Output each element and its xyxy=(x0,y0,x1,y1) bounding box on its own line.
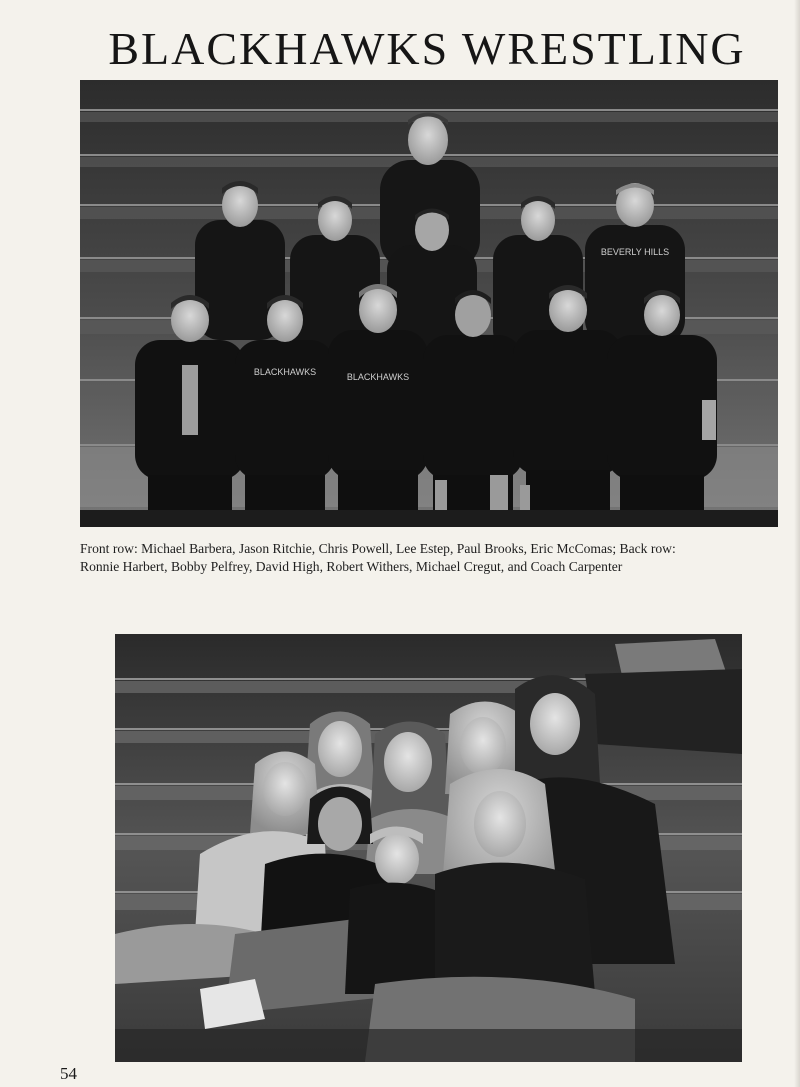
caption-line: Front row: Michael Barbera, Jason Ritchie, Chris Powell, Lee Estep, Paul Brooks, Eric McComas; Back row: xyxy=(80,541,676,556)
svg-text:BEVERLY HILLS: BEVERLY HILLS xyxy=(600,247,670,257)
svg-text:BLACKHAWKS: BLACKHAWKS xyxy=(346,372,410,382)
group-photo xyxy=(115,634,742,1062)
page-title: BLACKHAWKS WRESTLING xyxy=(108,23,746,74)
svg-text:BLACKHAWKS: BLACKHAWKS xyxy=(253,367,317,377)
team-photo xyxy=(80,80,778,527)
caption-line: Ronnie Harbert, Bobby Pelfrey, David High, Robert Withers, Michael Cregut, and Coach Carpenter xyxy=(80,559,623,574)
page-edge xyxy=(794,0,800,1087)
team-photo-caption xyxy=(80,540,792,576)
page-number: 54 xyxy=(60,1064,77,1083)
